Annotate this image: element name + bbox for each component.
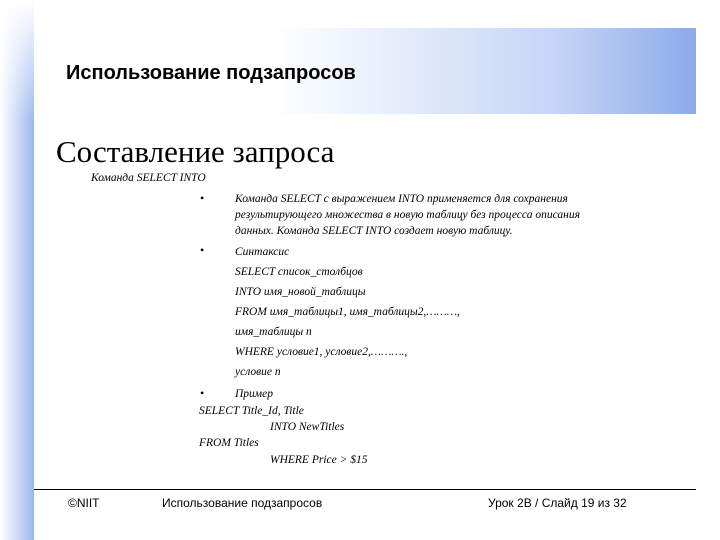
section-label: Команда SELECT INTO	[91, 172, 206, 184]
header-title: Использование подзапросов	[66, 62, 356, 84]
slide-heading: Составление запроса	[56, 134, 335, 169]
footer-copyright: ©NIIT	[68, 496, 100, 510]
footer-divider	[34, 489, 696, 490]
example-label: Пример	[235, 388, 273, 400]
bullet-1-line-1: Команда SELECT с выражением INTO применяется для сохранения	[235, 193, 568, 205]
left-decor-bar-fade	[0, 0, 34, 120]
example-line-2: INTO NewTitles	[270, 421, 345, 433]
bullet-1: •	[200, 191, 205, 205]
bullet-1-line-2: результирующего множества в новую таблицу без процесса описания	[235, 209, 580, 221]
bullet-1-line-3: данных. Команда SELECT INTO создает новую таблицу.	[235, 225, 513, 237]
syntax-line-5: WHERE условие1, условие2,……….,	[235, 346, 408, 358]
bullet-3: •	[200, 386, 205, 400]
syntax-line-3: FROM имя_таблицы1, имя_таблицы2,………,	[235, 306, 460, 318]
syntax-line-6: условие n	[235, 366, 281, 378]
syntax-line-2: INTO имя_новой_таблицы	[235, 286, 366, 298]
syntax-label: Синтаксис	[235, 246, 290, 258]
syntax-line-1: SELECT список_столбцов	[235, 266, 363, 278]
example-line-3: FROM Titles	[199, 437, 259, 449]
footer-slide-info: Урок 2B / Слайд 19 из 32	[488, 496, 627, 510]
bullet-2: •	[200, 243, 205, 257]
example-line-1: SELECT Title_Id, Title	[199, 405, 304, 417]
example-line-4: WHERE Price > $15	[270, 454, 368, 466]
footer-topic: Использование подзапросов	[162, 496, 323, 510]
syntax-line-4: имя_таблицы n	[235, 326, 312, 338]
